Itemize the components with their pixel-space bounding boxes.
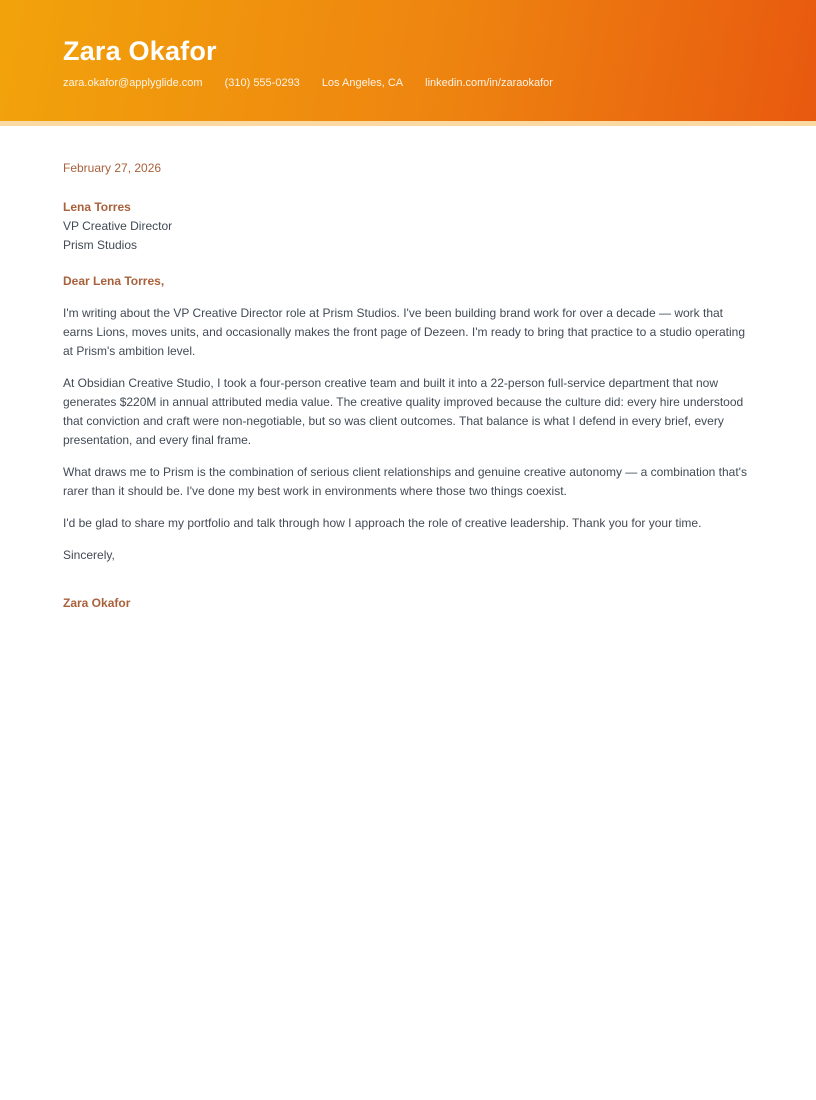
- body-paragraph-2: At Obsidian Creative Studio, I took a four-person creative team and built it into a 22-person full-service department that now generates $220M in annual attributed media value. The creative quality improved because the culture did: every hire understood that conviction and craft were non-negotiable, but so was client outcomes. That balance is what I defend in every brief, every presentation, and every final frame.: [63, 376, 744, 447]
- contact-location: Los Angeles, CA: [321, 77, 404, 89]
- salutation: Dear Lena Torres,: [63, 274, 165, 288]
- signature-name: Zara Okafor: [63, 596, 131, 610]
- letter-header: [0, 0, 816, 121]
- recipient-name: Lena Torres: [63, 200, 131, 214]
- contact-line: [63, 76, 753, 91]
- letter-date: February 27, 2026: [63, 161, 162, 175]
- candidate-name: Zara Okafor: [63, 36, 217, 66]
- contact-linkedin: linkedin.com/in/zaraokafor: [425, 77, 553, 89]
- closing: Sincerely,: [63, 548, 115, 562]
- letter-body: [0, 126, 816, 613]
- body-paragraph-4: I'd be glad to share my portfolio and talk through how I approach the role of creative leadership. Thank you for your time.: [63, 516, 702, 530]
- body-paragraph-3: What draws me to Prism is the combination of serious client relationships and genuine creative autonomy — a combination that's rarer than it should be. I've done my best work in environments where those two things coexist.: [63, 465, 747, 498]
- recipient-title: VP Creative Director: [63, 219, 173, 233]
- body-paragraph-1: I'm writing about the VP Creative Director role at Prism Studios. I've been building brand work for over a decade — work that earns Lions, moves units, and occasionally makes the front page of Dezeen. I'm ready to bring that practice to a studio operating at Prism's ambition level.: [63, 306, 746, 358]
- recipient-company: Prism Studios: [63, 238, 138, 252]
- contact-email: zara.okafor@applyglide.com: [63, 77, 203, 89]
- recipient-block: [63, 198, 753, 255]
- contact-phone: (310) 555-0293: [224, 77, 300, 89]
